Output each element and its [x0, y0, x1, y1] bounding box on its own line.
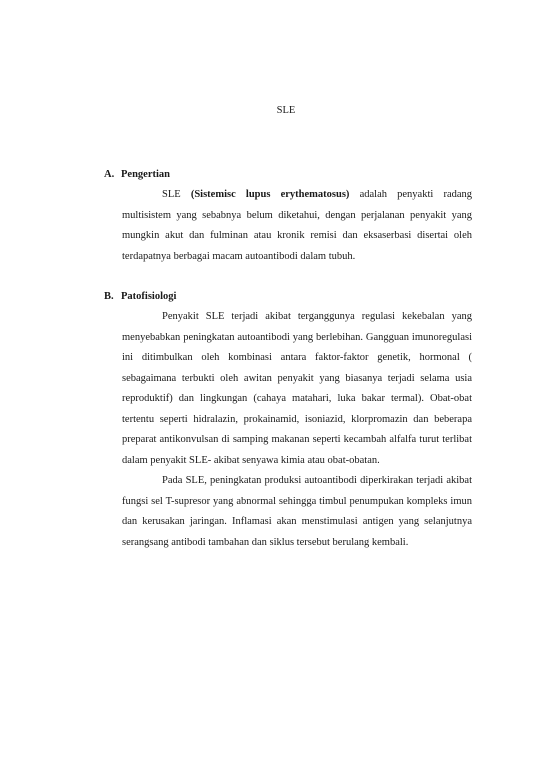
- section-letter: A.: [104, 169, 115, 180]
- paragraph: [122, 185, 472, 267]
- paragraph-bold-term: (Sistemisc lupus erythematosus): [190, 189, 350, 200]
- section-heading: [104, 165, 472, 185]
- section-heading-text: Patofisiologi: [121, 291, 177, 302]
- section-letter: B.: [104, 291, 114, 302]
- section-heading-text: Pengertian: [121, 169, 170, 180]
- paragraph: Penyakit SLE terjadi akibat terganggunya regulasi kekebalan yang menyebabkan peningkatan autoantibodi yang berlebihan. Gangguan imunoregulasi ini ditimbulkan oleh kombinasi antara faktor-faktor genetik, hormonal ( sebagaimana terbukti oleh awitan penyakit yang biasanya terjadi selama usia reproduktif) dan lingkungan (cahaya matahari, luka bakar termal). Obat-obat tertentu seperti hidralazin, prokainamid, isoniazid, klorpromazin dan beberapa preparat antikonvulsan di samping makanan seperti kecambah alfalfa turut terlibat dalam penyakit SLE- akibat senyawa kimia atau obat-obatan.: [122, 311, 472, 466]
- section-pengertian: [104, 165, 472, 267]
- paragraph: Pada SLE, peningkatan produksi autoantibodi diperkirakan terjadi akibat fungsi sel T-supresor yang abnormal sehingga timbul penumpukan kompleks imun dan kerusakan jaringan. Inflamasi akan menstimulasi antigen yang selanjutnya serangsang antibodi tambahan dan siklus tersebut berulang kembali.: [122, 475, 472, 548]
- paragraph-lead: SLE: [162, 189, 181, 200]
- section-heading: [104, 287, 472, 307]
- section-patofisiologi: [104, 287, 472, 553]
- paragraph-text: adalah penyakti radang multisistem yang sebabnya belum diketahui, dengan perjalanan penyakit yang mungkin akut dan fulminan atau kronik remisi dan eksaserbasi disertai oleh terdapatnya berbagai macam autoantibodi dalam tubuh.: [122, 189, 473, 262]
- document-title: SLE: [276, 105, 296, 116]
